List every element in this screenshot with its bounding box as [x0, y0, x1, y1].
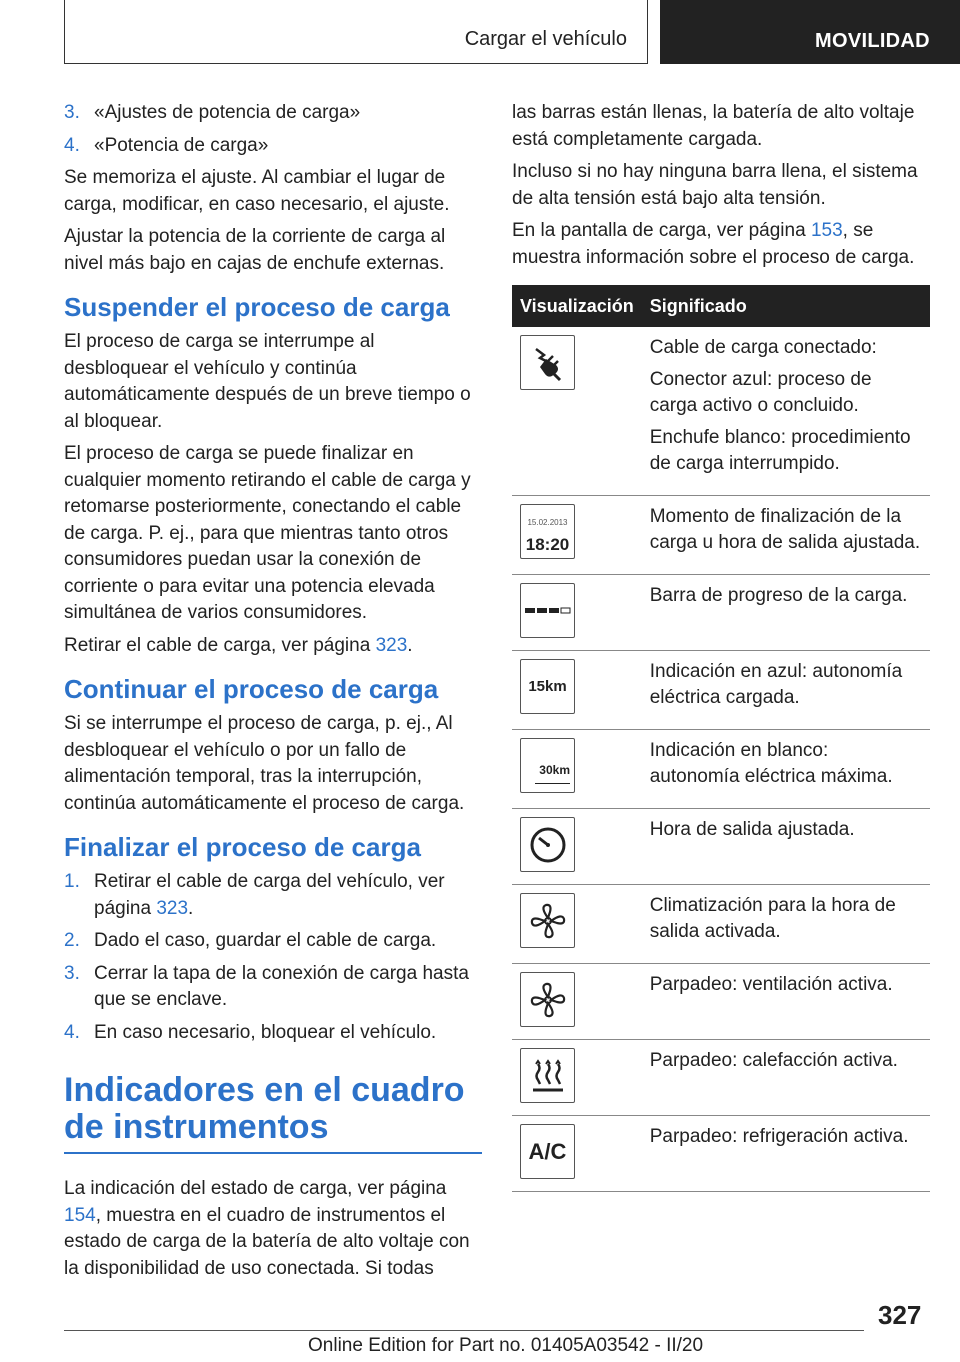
heading-finish: Finalizar el proceso de carga — [64, 832, 421, 862]
text: En la pantalla de carga, ver página — [512, 220, 811, 241]
table-row — [512, 327, 930, 496]
page-link[interactable]: 323 — [156, 897, 189, 919]
table-row — [512, 885, 930, 964]
display-table — [512, 285, 930, 1192]
list-number: 3. — [64, 962, 80, 984]
meaning-text: Enchufe blanco: procedimiento de carga interrumpido. — [649, 427, 911, 474]
progress-bar-icon — [520, 583, 575, 638]
meaning-text: Climatización para la hora de salida activada. — [649, 895, 896, 942]
table-cell-icon — [512, 730, 642, 809]
table-cell-meaning — [642, 809, 930, 885]
range-white-icon — [520, 738, 575, 793]
fan-icon — [520, 893, 575, 948]
table-header-row — [512, 285, 930, 327]
list-item — [64, 100, 482, 127]
table-cell-icon — [512, 1116, 642, 1192]
table-cell-meaning — [642, 496, 930, 575]
table-cell-icon — [512, 809, 642, 885]
table-cell-meaning — [642, 964, 930, 1040]
meaning-text: Cable de carga conectado: — [649, 337, 877, 358]
meaning-text: Hora de salida ajustada. — [649, 819, 855, 840]
list-number: 1. — [64, 871, 80, 892]
fan-icon — [520, 972, 575, 1027]
list-item — [64, 928, 482, 955]
table-row — [512, 809, 930, 885]
list-number: 4. — [64, 134, 80, 156]
paragraph: El proceso de carga se interrumpe al desbloquear el vehículo y continúa automáticamente después de un breve tiempo o al bloquear. — [64, 331, 471, 432]
paragraph: las barras están llenas, la batería de alto voltaje está completamente cargada. — [512, 102, 915, 150]
paragraph: Si se interrumpe el proceso de carga, p. ej., Al desbloquear el vehículo o por un fallo de alimentación temporal, tras la interrupción, continúa automáticamente el proceso de carga. — [64, 713, 465, 814]
list-text: «Ajustes de potencia de carga» — [94, 102, 361, 123]
meaning-text: Indicación en blanco: autonomía eléctrica máxima. — [649, 740, 893, 787]
table-cell-meaning — [642, 1116, 930, 1192]
clock-icon — [520, 817, 575, 872]
heading-continue: Continuar el proceso de carga — [64, 674, 439, 704]
paragraph — [512, 218, 930, 271]
table-cell-icon — [512, 327, 642, 496]
text: . — [407, 634, 413, 656]
text: . — [188, 897, 194, 919]
list-number: 4. — [64, 1021, 80, 1043]
table-row — [512, 651, 930, 730]
range-blue-icon — [520, 659, 575, 714]
icon-text: A/C — [528, 1138, 567, 1164]
date-time-icon — [520, 504, 575, 559]
table-row — [512, 1116, 930, 1192]
page-number: 327 — [878, 1300, 922, 1330]
list-text: «Potencia de carga» — [94, 134, 269, 156]
section-title: Cargar el vehículo — [464, 28, 627, 50]
heading-suspend: Suspender el proceso de carga — [64, 292, 450, 322]
header-chapter-box — [660, 0, 960, 64]
list-text: Dado el caso, guardar el cable de carga. — [94, 930, 437, 951]
meaning-text: Parpadeo: calefacción activa. — [649, 1050, 898, 1071]
plug-icon — [520, 335, 575, 390]
list-text: Cerrar la tapa de la conexión de carga hasta que se enclave. — [94, 962, 469, 1010]
meaning-text: Indicación en azul: autonomía eléctrica cargada. — [649, 661, 903, 708]
heading-indicators: Indicadores en el cuadro de instrumentos — [64, 1071, 465, 1146]
table-cell-icon — [512, 885, 642, 964]
paragraph — [64, 1176, 482, 1282]
page-link[interactable]: 153 — [810, 220, 843, 241]
text: La indicación del estado de carga, ver página — [64, 1178, 447, 1199]
meaning-text: Barra de progreso de la carga. — [649, 585, 908, 606]
table-row — [512, 964, 930, 1040]
meaning-text: Parpadeo: ventilación activa. — [649, 974, 893, 995]
list-item — [64, 1020, 482, 1047]
table-header-display: Visualización — [512, 285, 642, 327]
list-number: 3. — [64, 102, 80, 123]
right-column — [512, 100, 930, 1192]
icon-date-text: 15.02.2013 — [527, 517, 568, 527]
table-row — [512, 496, 930, 575]
list-item — [64, 961, 482, 1014]
paragraph — [64, 633, 482, 660]
paragraph: Incluso si no hay ninguna barra llena, el sistema de alta tensión está bajo alta tensión. — [512, 161, 918, 209]
table-cell-icon — [512, 496, 642, 575]
icon-time-text: 18:20 — [525, 534, 570, 554]
text: Retirar el cable de carga, ver página — [64, 634, 376, 656]
icon-text: 15km — [528, 677, 567, 695]
table-row — [512, 575, 930, 651]
table-cell-meaning — [642, 885, 930, 964]
table-row — [512, 1040, 930, 1116]
list-item — [64, 869, 482, 922]
table-cell-meaning — [642, 651, 930, 730]
meaning-text: Momento de finalización de la carga u hora de salida ajustada. — [649, 506, 921, 553]
list-number: 2. — [64, 930, 80, 951]
meaning-text: Parpadeo: refrigeración activa. — [649, 1126, 909, 1147]
header-section-box — [64, 0, 648, 64]
table-cell-meaning — [642, 327, 930, 496]
text: , se muestra información sobre el proceso de carga. — [512, 220, 915, 268]
heading-rule — [64, 1152, 482, 1154]
table-row — [512, 730, 930, 809]
page-link[interactable]: 154 — [64, 1204, 96, 1226]
meaning-text: Conector azul: proceso de carga activo o concluido. — [649, 369, 872, 416]
chapter-title: MOVILIDAD — [815, 30, 930, 52]
paragraph: El proceso de carga se puede finalizar en cualquier momento retirando el cable de carga y retomarse posteriormente, conectando el cable de carga. P. ej., para que mientras tanto otros consumidores puedan usar la conexión de corriente o para evitar una potencia elevada simultánea de varios consumidores. — [64, 443, 471, 623]
list-text: Retirar el cable de carga del vehículo, ver página — [94, 871, 445, 919]
table-header-meaning: Significado — [642, 285, 930, 327]
table-cell-icon — [512, 575, 642, 651]
page-link[interactable]: 323 — [375, 634, 408, 656]
icon-text: 30km — [535, 757, 570, 784]
table-cell-icon — [512, 964, 642, 1040]
table-cell-meaning — [642, 730, 930, 809]
list-item — [64, 133, 482, 160]
paragraph: Ajustar la potencia de la corriente de carga al nivel más bajo en cajas de enchufe externas. — [64, 226, 446, 274]
paragraph: Se memoriza el ajuste. Al cambiar el lugar de carga, modificar, en caso necesario, el ajuste. — [64, 167, 450, 215]
table-cell-meaning — [642, 1040, 930, 1116]
text: , muestra en el cuadro de instrumentos el estado de carga de la batería de alto voltaje con la disponibilidad de uso conectada. Si todas — [64, 1204, 470, 1279]
footer-edition: Online Edition for Part no. 01405A03542 - II/20 — [308, 1335, 704, 1356]
left-column — [64, 100, 482, 1288]
ac-icon — [520, 1124, 575, 1179]
footer-divider — [64, 1330, 864, 1331]
table-cell-meaning — [642, 575, 930, 651]
table-cell-icon — [512, 651, 642, 730]
table-cell-icon — [512, 1040, 642, 1116]
list-text: En caso necesario, bloquear el vehículo. — [94, 1021, 437, 1043]
heating-icon — [520, 1048, 575, 1103]
